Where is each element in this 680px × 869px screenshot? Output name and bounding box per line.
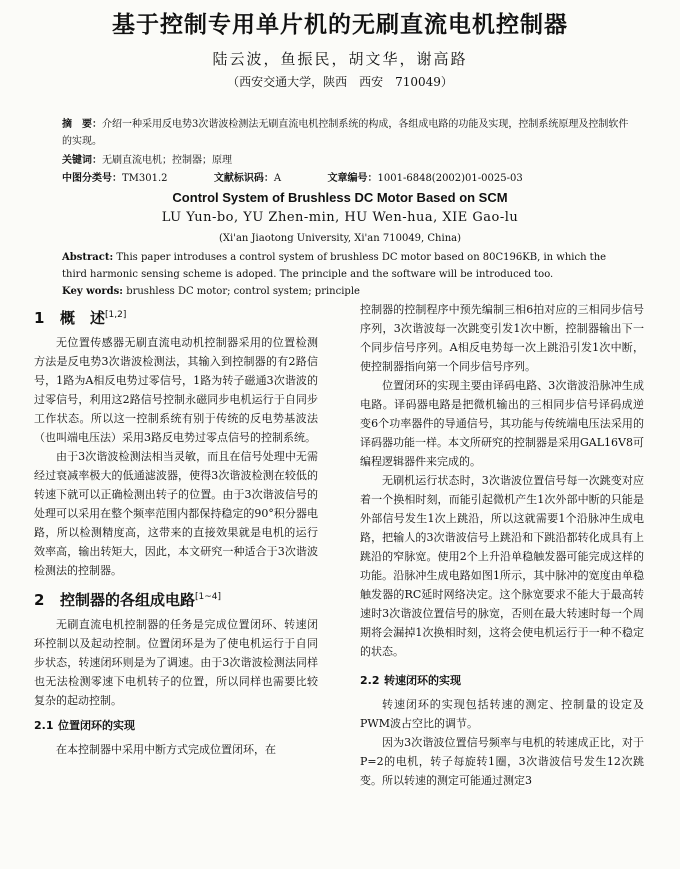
abstract-label: 摘 要： <box>62 119 102 130</box>
section-1-paragraph-1: 无位置传感器无刷直流电动机控制器采用的位置检测方法是反电势3次谐波检测法，其输入到控制器的有2路信号，1路为A相反电势过零信号，1路为转子磁通3次谐波的过零信号，利用这2路信号控制永磁同步电机运行于自同步工作状态。所以这一控制系统有别于传统的反电势基波法（也叫端电压法）采用3路反电势过零点信号的控制系统。 <box>34 336 318 444</box>
paper-title: 基于控制专用单片机的无刷直流电机控制器 <box>112 11 568 38</box>
section-2-title: 控制器的各组成电路 <box>60 591 196 609</box>
section-1-heading <box>34 302 318 331</box>
clc-label: 中图分类号： <box>62 173 122 184</box>
english-abstract <box>62 249 634 300</box>
paper-authors: 陆云波，鱼振民，胡文华，谢高路 <box>212 50 468 68</box>
section-2-1-number: 2.1 <box>34 719 54 732</box>
section-2-1-paragraph-1: 在本控制器中采用中断方式完成位置闭环，在 <box>56 743 276 756</box>
section-1-title: 概 述 <box>60 309 106 327</box>
abstract-text: 介绍一种采用反电势3次谐波检测法无刷直流电机控制系统的构成，各组成电路的功能及实现，控制系统原理及控制软件的实现。 <box>62 119 629 147</box>
section-2-paragraph-1: 无刷直流电机控制器的任务是完成位置闭环、转速闭环控制以及起动控制。位置闭环是为了使电机运行于自同步状态，转速闭环则是为了调速。由于3次谐波检测法同样也无法检测零速下电机转子的位置，所以同样也需要比较复杂的起动控制。 <box>34 618 318 707</box>
english-authors: LU Yun-bo, YU Zhen-min, HU Wen-hua, XIE Gao-lu <box>161 210 519 225</box>
right-paragraph-3: 无刷机运行状态时，3次谐波位置信号每一次跳变对应着一个换相时刻，而能引起微机产生1次外部中断的只能是外部信号发生1次上跳沿，所以这就需要1个沿脉冲生成电路，把输人的3次谐波信号上跳沿和下跳沿都转化成具有上跳沿的窄脉宽。使用2个上升沿单稳触发器可能完成这样的功能。沿脉冲生成电路如图1所示，其中脉冲的宽度由单稳触发器的RC延时网络决定。这个脉宽要求不能大于最高转速时3次谐波位置信号的脉宽，否则在最大转速时每一个周期将会漏掉1次换相时刻，这将会使电机运行于一种不稳定的状态。 <box>360 474 644 658</box>
classification-line <box>62 170 634 187</box>
section-2-2-paragraph-1: 转速闭环的实现包括转速的测定、控制量的设定及PWM波占空比的调节。 <box>360 698 644 730</box>
section-2-1-title: 位置闭环的实现 <box>58 719 135 732</box>
article-number-label: 文章编号： <box>327 173 378 184</box>
section-1-paragraph-2: 由于3次谐波检测法相当灵敏，而且在信号处理中无需经过衰减率极大的低通滤波器，使得3次谐波检测在较低的转速下就可以正确检测出转子的位置。由于3次谐波信号的处理可以采用在整个频率范围内都保持稳定的90°积分器电路，所以检测精度高，这带来的直接效果就是电机的运行效率高，输出转矩大，因此，本文研究一种适合于3次谐波检测法的控制器。 <box>34 450 318 577</box>
keywords-label: 关键词： <box>62 155 102 166</box>
clc-value: TM301.2 <box>122 173 168 184</box>
english-abstract-text: This paper introduses a control system of brushless DC motor based on 80C196KB, in which the third harmonic sensing scheme is adoped. The principle and the software will be introduced too. <box>62 252 607 280</box>
section-2-heading <box>34 584 318 613</box>
section-1-number: 1 <box>34 309 45 327</box>
english-keywords-text: brushless DC motor; control system; principle <box>126 286 360 297</box>
section-2-2-number: 2.2 <box>360 674 380 687</box>
chinese-abstract <box>62 116 634 150</box>
english-abstract-label: Abstract: <box>62 252 114 263</box>
section-2-2-title: 转速闭环的实现 <box>384 674 461 687</box>
section-2-reference: [1~4] <box>195 592 222 602</box>
section-2-1-heading <box>34 716 318 736</box>
section-2-2-paragraph-2: 因为3次谐波位置信号频率与电机的转速成正比，对于P=2的电机，转子每旋转1圈，3次谐波信号发生12次跳变。所以转速的测定可能通过测定3 <box>360 736 644 787</box>
english-affiliation: (Xi'an Jiaotong University, Xi'an 710049, China) <box>218 233 461 244</box>
section-1-reference: [1,2] <box>105 310 127 320</box>
english-title: Control System of Brushless DC Motor Based on SCM <box>172 190 508 205</box>
section-2-2-heading <box>360 671 644 691</box>
article-number-value: 1001-6848(2002)01-0025-03 <box>377 173 523 184</box>
english-keywords-label: Key words: <box>62 286 123 297</box>
doc-code-value: A <box>273 173 282 184</box>
keywords-text: 无刷直流电机；控制器；原理 <box>102 155 232 166</box>
right-paragraph-1: 控制器的控制程序中预先编制三相6拍对应的三相同步信号序列，3次谐波每一次跳变引发1次中断，控制器输出下一个同步信号序列。A相反电势每一次上跳沿引发1次中断，使控制器指向第一个同步信号序列。 <box>360 303 644 373</box>
right-column <box>360 300 644 790</box>
chinese-keywords <box>62 152 634 169</box>
right-paragraph-2: 位置闭环的实现主要由译码电路、3次谐波沿脉冲生成电路。译码器电路是把微机输出的三相同步信号译码成逆变6个功率器件的导通信号，其功能与传统端电压法采用的译码器功能一样。本文所研究的控制器是采用GAL16V8可编程逻辑器件来完成的。 <box>360 379 644 468</box>
doc-code-label: 文献标识码： <box>213 173 274 184</box>
left-column <box>34 300 318 759</box>
paper-affiliation: （西安交通大学，陕西 西安 710049） <box>227 75 453 89</box>
section-2-number: 2 <box>34 591 45 609</box>
